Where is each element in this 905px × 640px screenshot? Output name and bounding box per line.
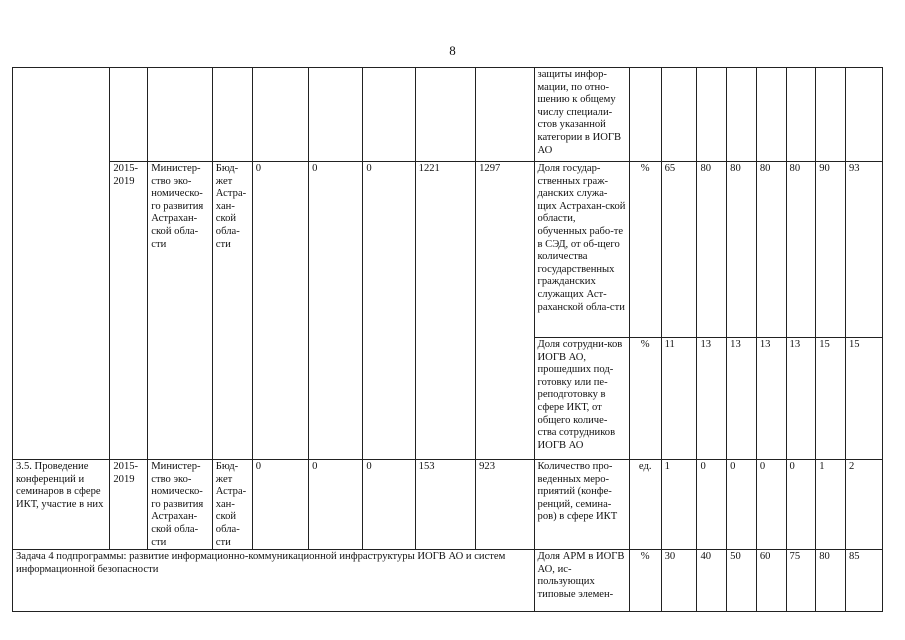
executor-cell: Министер-ство эко-номическо-го развития Астрахан-ской обла-сти (148, 460, 213, 550)
page-number: 8 (449, 43, 456, 58)
unit-cell (629, 68, 661, 162)
target-cell: 2 (845, 460, 882, 550)
table-row (13, 460, 883, 550)
target-cell: 13 (697, 338, 727, 460)
target-cell: 75 (786, 550, 816, 612)
executor-cell (148, 68, 213, 162)
target-cell: 30 (661, 550, 697, 612)
unit-cell: % (629, 162, 661, 338)
indicator-cell: Доля АРМ в ИОГВ АО, ис-пользующих типовые элемен- (534, 550, 629, 612)
target-cell: 40 (697, 550, 727, 612)
target-cell: 65 (661, 162, 697, 338)
target-cell: 80 (727, 162, 757, 338)
source-cell: Бюд-жет Астра-хан-ской обла-сти (212, 460, 252, 550)
target-cell (756, 68, 786, 162)
source-cell: Бюд-жет Астра-хан-ской обла-сти (212, 162, 252, 460)
target-cell (697, 68, 727, 162)
value-cell (252, 68, 308, 162)
value-cell: 923 (476, 460, 534, 550)
value-cell (415, 68, 475, 162)
value-cell: 0 (252, 162, 308, 460)
unit-cell: ед. (629, 460, 661, 550)
source-cell (212, 68, 252, 162)
value-cell: 0 (363, 162, 415, 460)
unit-cell: % (629, 338, 661, 460)
period-cell: 2015-2019 (110, 460, 148, 550)
target-cell: 13 (756, 338, 786, 460)
target-cell (727, 68, 757, 162)
value-cell: 1297 (476, 162, 534, 460)
table-row (13, 162, 883, 338)
value-cell: 0 (309, 162, 363, 460)
target-cell: 93 (845, 162, 882, 338)
value-cell: 0 (309, 460, 363, 550)
target-cell: 13 (727, 338, 757, 460)
target-cell: 11 (661, 338, 697, 460)
target-cell: 60 (756, 550, 786, 612)
target-cell (845, 68, 882, 162)
indicator-cell: Количество про-веденных меро-приятий (конфе-ренций, семина-ров) в сфере ИКТ (534, 460, 629, 550)
value-cell (363, 68, 415, 162)
unit-cell: % (629, 550, 661, 612)
target-cell: 80 (697, 162, 727, 338)
event-cell (13, 68, 110, 460)
target-cell (661, 68, 697, 162)
target-cell (816, 68, 846, 162)
value-cell (309, 68, 363, 162)
target-cell: 80 (756, 162, 786, 338)
executor-cell: Министер-ство эко-номическо-го развития Астрахан-ской обла-сти (148, 162, 213, 460)
task-heading-cell: Задача 4 подпрограммы: развитие информационно-коммуникационной инфраструктуры ИОГВ АО и систем информационной безопасности (13, 550, 535, 612)
target-cell: 0 (727, 460, 757, 550)
indicator-cell: защиты инфор-мации, по отно-шению к общему числу специали-стов указанной категории в ИОГВ АО (534, 68, 629, 162)
target-cell: 13 (786, 338, 816, 460)
table-row (13, 550, 883, 612)
target-cell: 80 (786, 162, 816, 338)
target-cell (786, 68, 816, 162)
period-cell: 2015-2019 (110, 162, 148, 460)
value-cell: 1221 (415, 162, 475, 460)
value-cell (476, 68, 534, 162)
value-cell: 0 (363, 460, 415, 550)
indicator-cell: Доля государ-ственных граж-данских служа-щих Астрахан-ской области, обученных рабо-те в СЭД, от об-щего количества государственных гражданских служащих Аст-раханской обла-сти (534, 162, 629, 338)
table-row (13, 68, 883, 162)
event-cell: 3.5. Проведение конференций и семинаров в сфере ИКТ, участие в них (13, 460, 110, 550)
target-cell: 0 (756, 460, 786, 550)
target-cell: 85 (845, 550, 882, 612)
indicator-cell: Доля сотрудни-ков ИОГВ АО, прошедших под-готовку или пе-реподготовку в сфере ИКТ, от общего количе-ства сотрудников ИОГВ АО (534, 338, 629, 460)
target-cell: 15 (845, 338, 882, 460)
target-cell: 0 (697, 460, 727, 550)
target-cell: 15 (816, 338, 846, 460)
program-table-sheet (12, 67, 883, 620)
value-cell: 153 (415, 460, 475, 550)
period-cell (110, 68, 148, 162)
target-cell: 90 (816, 162, 846, 338)
value-cell: 0 (252, 460, 308, 550)
target-cell: 80 (816, 550, 846, 612)
target-cell: 0 (786, 460, 816, 550)
target-cell: 50 (727, 550, 757, 612)
program-table (12, 67, 883, 612)
target-cell: 1 (661, 460, 697, 550)
target-cell: 1 (816, 460, 846, 550)
